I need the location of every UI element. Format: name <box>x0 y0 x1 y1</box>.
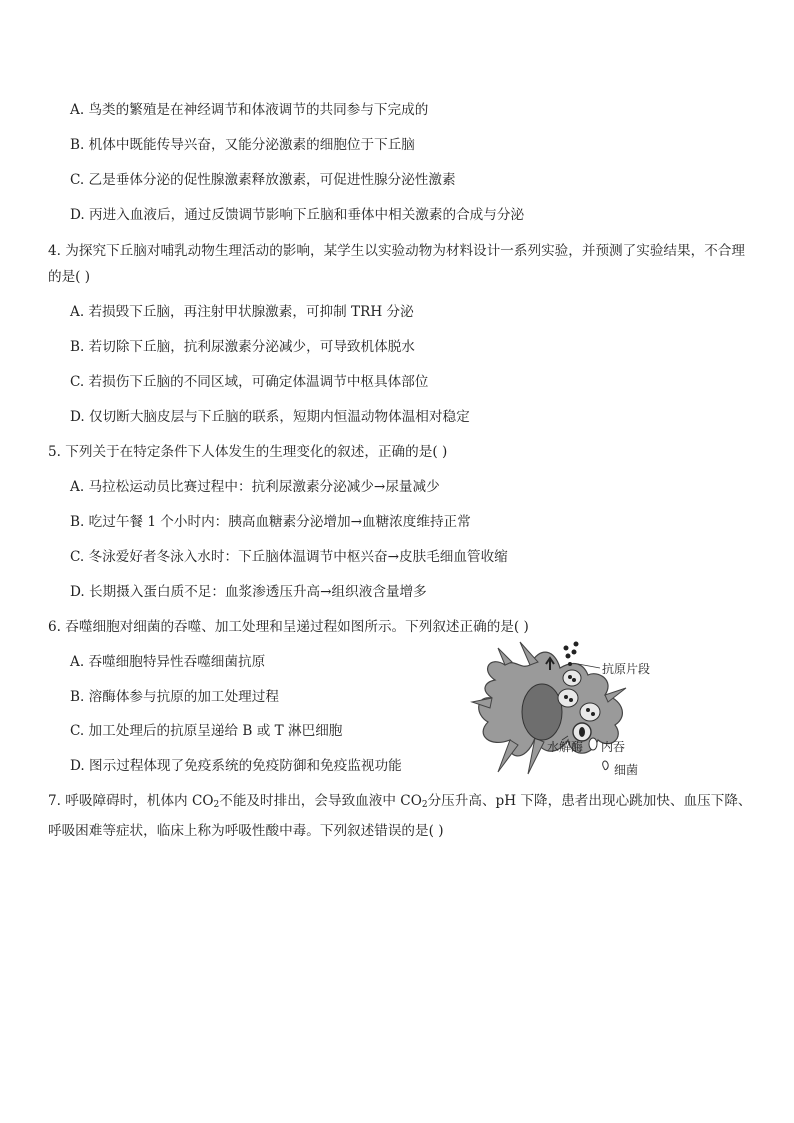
antigen-fragment <box>564 646 569 651</box>
q3-option-b: B. 机体中既能传导兴奋，又能分泌激素的细胞位于下丘脑 <box>70 137 415 153</box>
vesicle-dot <box>569 698 573 702</box>
q4-option-d: D. 仅切断大脑皮层与下丘脑的联系，短期内恒温动物体温相对稳定 <box>70 409 470 425</box>
q3-option-d: D. 丙进入血液后，通过反馈调节影响下丘脑和垂体中相关激素的合成与分泌 <box>70 207 525 223</box>
antigen-fragment <box>566 654 571 659</box>
antigen-fragment <box>574 642 579 647</box>
q4-option-c: C. 若损伤下丘脑的不同区域，可确定体温调节中枢具体部位 <box>70 374 429 390</box>
q5-stem: 5. 下列关于在特定条件下人体发生的生理变化的叙述，正确的是( ) <box>48 444 448 460</box>
bacterium-symbol <box>603 761 609 770</box>
bacterium-icon <box>589 738 597 750</box>
q5-option-d: D. 长期摄入蛋白质不足：血浆渗透压升高→组织液含量增多 <box>70 584 427 600</box>
co2-subscript: 2 <box>421 800 428 810</box>
nucleus <box>522 684 562 740</box>
q6-stem: 6. 吞噬细胞对细菌的吞噬、加工处理和呈递过程如图所示。下列叙述正确的是( ) <box>48 619 529 635</box>
co2-subscript: 2 <box>213 800 220 810</box>
phagocyte-diagram <box>470 640 670 778</box>
pseudopod-top <box>520 642 538 665</box>
q4-option-b: B. 若切除下丘脑，抗利尿激素分泌减少，可导致机体脱水 <box>70 339 415 355</box>
q7-stem <box>48 788 758 844</box>
vesicle-top <box>563 670 581 686</box>
q6-option-b: B. 溶酶体参与抗原的加工处理过程 <box>70 689 279 705</box>
antigen-fragment <box>568 662 572 666</box>
vesicle-dot <box>572 678 576 682</box>
q4-stem: 4. 为探究下丘脑对哺乳动物生理活动的影响，某学生以实验动物为材料设计一系列实验，并预测了实验结果，不合理的是( ) <box>48 243 745 285</box>
figure-label-hydrolase: 水解酶 <box>547 740 584 754</box>
q7-stem-part1: 7. 呼吸障碍时，机体内 CO <box>48 793 214 809</box>
q7-stem-part2: 不能及时排出，会导致血液中 CO <box>219 793 422 809</box>
phagocyte-illustration <box>470 640 670 778</box>
q5-option-b: B. 吃过午餐 1 个小时内：胰高血糖素分泌增加→血糖浓度维持正常 <box>70 514 471 530</box>
q3-option-a: A. 鸟类的繁殖是在神经调节和体液调节的共同参与下完成的 <box>70 102 429 118</box>
vesicle-dot <box>586 708 590 712</box>
q6-option-a: A. 吞噬细胞特异性吞噬细菌抗原 <box>70 654 266 670</box>
vesicle-dot <box>591 712 595 716</box>
q7-stem-part3: 分压升高、pH 下降，患者出现心跳加快、血压下降、呼吸困难等症状，临床上称为呼吸性酸中毒。下列叙述错误的是( ) <box>48 793 752 839</box>
q5-option-a: A. 马拉松运动员比赛过程中：抗利尿激素分泌减少→尿量减少 <box>70 479 440 495</box>
figure-label-endocytosis: 内吞 <box>601 740 626 754</box>
antigen-fragment <box>572 650 577 655</box>
q6-option-c: C. 加工处理后的抗原呈递给 B 或 T 淋巴细胞 <box>70 723 343 739</box>
figure-label-antigen-fragment: 抗原片段 <box>602 662 651 676</box>
q6-option-d: D. 图示过程体现了免疫系统的免疫防御和免疫监视功能 <box>70 758 402 774</box>
q4-option-a: A. 若损毁下丘脑，再注射甲状腺激素，可抑制 TRH 分泌 <box>70 304 414 320</box>
vesicle-right <box>580 703 600 721</box>
vesicle-middle <box>558 689 578 707</box>
q3-option-c: C. 乙是垂体分泌的促性腺激素释放激素，可促进性腺分泌性激素 <box>70 172 456 188</box>
engulfed-bacterium <box>579 727 585 737</box>
q5-option-c: C. 冬泳爱好者冬泳入水时：下丘脑体温调节中枢兴奋→皮肤毛细血管收缩 <box>70 549 508 565</box>
vesicle-dot <box>568 675 572 679</box>
figure-label-bacteria: 细菌 <box>614 763 639 777</box>
vesicle-dot <box>564 695 568 699</box>
